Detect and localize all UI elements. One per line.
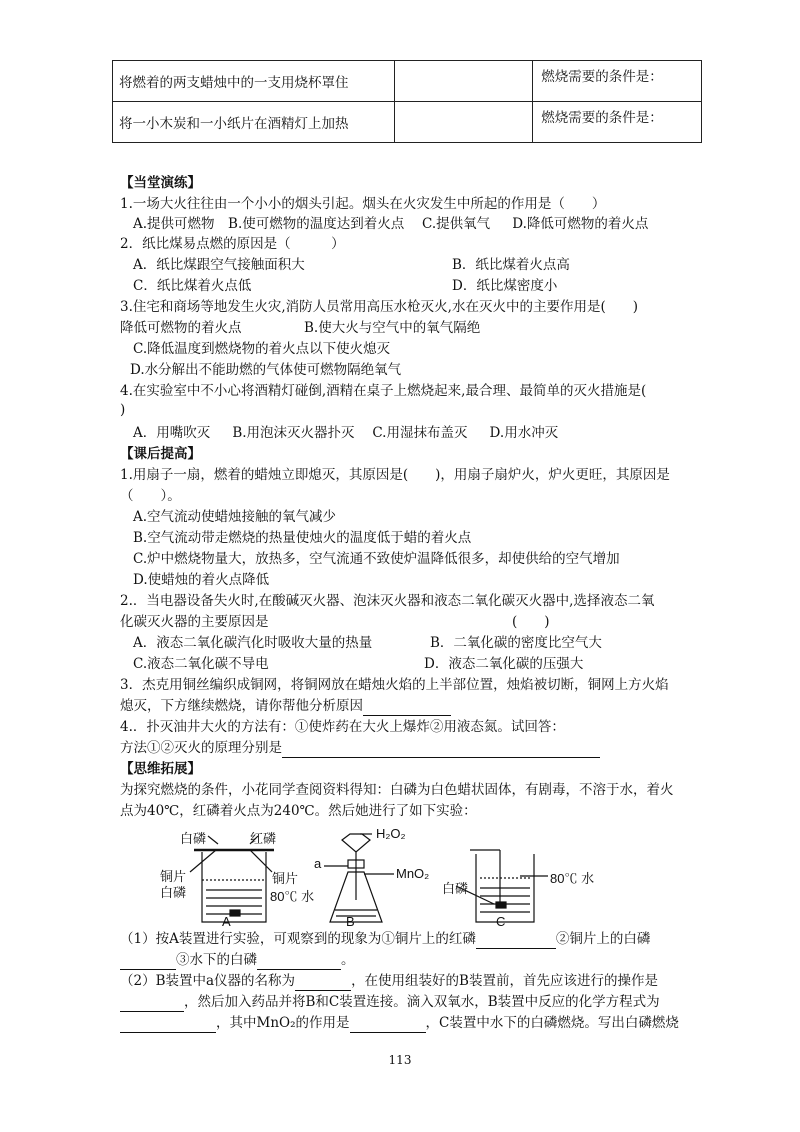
table-row	[113, 102, 702, 143]
answer-blank[interactable]	[350, 1018, 426, 1033]
answer-blank[interactable]	[282, 743, 600, 758]
label-water-80c: 80℃ 水	[270, 889, 315, 904]
question-options: A．用嘴吹灭 B.用泡沫灭火器扑灭 C.用湿抹布盖灭 D.用水冲灭	[133, 425, 559, 441]
label-mno2: MnO₂	[396, 866, 430, 881]
label-instrument-a: a	[314, 856, 322, 871]
condition-cell: 燃烧需要的条件是：	[533, 102, 702, 143]
question-text-part: ②铜片上的白磷	[555, 931, 651, 947]
label-water-80c: 80℃ 水	[550, 871, 595, 886]
page-number: 113	[388, 1053, 412, 1067]
question-text	[120, 1013, 679, 1033]
answer-blank[interactable]	[120, 955, 176, 970]
option-d: D．液态二氧化碳的压强大	[424, 656, 584, 672]
option-c: C．纸比煤着火点低	[133, 278, 252, 294]
label-copper-sheet: 铜片	[272, 871, 299, 886]
question-text-cont: 化碳灭火器的主要原因是	[120, 614, 269, 630]
experiment-cell: 将燃着的两支蜡烛中的一支用烧杯罩住	[113, 61, 395, 102]
option-b: B.空气流动带走燃烧的热量使烛火的温度低于蜡的着火点	[133, 530, 472, 546]
option-a: A．液态二氧化碳汽化时吸收大量的热量	[133, 635, 373, 651]
question-text-cont	[120, 738, 600, 758]
answer-paren: ( )	[512, 614, 550, 630]
intro-text: 为探究燃烧的条件，小花同学查阅资料得知：白磷为白色蜡状固体，有剧毒，不溶于水，着火	[120, 782, 674, 798]
figure-label-c: C	[496, 914, 506, 929]
option-b: B．纸比煤着火点高	[452, 257, 570, 273]
option-d: D.水分解出不能助燃的气体使可燃物隔绝氧气	[130, 362, 402, 378]
option-a: 降低可燃物的着火点	[120, 320, 242, 336]
option-b: B．二氧化碳的密度比空气大	[430, 635, 602, 651]
option-c: C.降低温度到燃烧物的着火点以下使火熄灭	[133, 341, 391, 357]
question-text-part: ，其中MnO₂的作用是	[216, 1015, 350, 1031]
option-c: C.炉中燃烧物量大，放热多，空气流通不致使炉温降低很多，却使供给的空气增加	[133, 551, 620, 567]
question-text: 3．杰克用铜丝编织成铜网，将铜网放在蜡烛火焰的上半部位置，烛焰被切断，铜网上方火焰	[120, 677, 669, 693]
question-text-part: ，在使用组装好的B装置前，首先应该进行的操作是	[351, 973, 658, 989]
experiment-table	[112, 60, 702, 143]
apparatus-figure	[150, 826, 630, 930]
question-text-part: ③水下的白磷	[176, 952, 257, 968]
answer-blank[interactable]	[120, 997, 184, 1012]
section-heading-after: 【课后提高】	[120, 446, 201, 462]
answer-blank[interactable]	[476, 934, 556, 949]
question-text-part: （1）按A装置进行实验，可观察到的现象为①铜片上的红磷	[120, 931, 476, 947]
answer-blank[interactable]	[257, 955, 341, 970]
option-a: A.空气流动使蜡烛接触的氧气减少	[133, 509, 337, 525]
question-text: 4.．扑灭油井大火的方法有：①使炸药在大火上爆炸②用液态氮。试回答：	[120, 719, 565, 735]
answer-blank[interactable]	[363, 701, 451, 716]
question-text-part: （2）B装置中a仪器的名称为	[120, 973, 296, 989]
question-text-cont	[120, 696, 451, 716]
option-d: D．纸比煤密度小	[452, 278, 558, 294]
figure-label-a: A	[222, 914, 231, 929]
label-copper-sheet: 铜片	[160, 869, 187, 884]
question-options: A.提供可燃物 B.使可燃物的温度达到着火点 C.提供氧气 D.降低可燃物的着火点	[133, 216, 649, 232]
answer-blank[interactable]	[120, 1018, 216, 1033]
label-h2o2: H₂O₂	[376, 826, 406, 841]
question-text-part: ，C装置中水下的白磷燃烧。写出白磷燃烧	[425, 1015, 679, 1031]
label-white-phosphorus: 白磷	[160, 885, 187, 900]
label-red-phosphorus: 红磷	[250, 831, 277, 846]
condition-cell: 燃烧需要的条件是：	[533, 61, 702, 102]
question-text: 2.．当电器设备失火时,在酸碱灭火器、泡沫灭火器和液态二氧化碳灭火器中,选择液态二氧	[120, 593, 655, 609]
experiment-cell: 将一小木炭和一小纸片在酒精灯上加热	[113, 102, 395, 143]
question-text: 1.一场大火往往由一个小小的烟头引起。烟头在火灾发生中所起的作用是（ ）	[120, 196, 606, 212]
intro-text: 点为40℃，红磷着火点为240℃。然后她进行了如下实验：	[120, 803, 477, 819]
question-text	[120, 971, 658, 991]
label-white-phosphorus: 白磷	[180, 831, 207, 846]
answer-blank[interactable]	[295, 976, 351, 991]
question-text-cont: （ ）。	[120, 488, 181, 504]
question-text: 3.住宅和商场等地发生火灾,消防人员常用高压水枪灭火,水在灭火中的主要作用是( )	[120, 299, 638, 315]
option-b: B.使大火与空气中的氧气隔绝	[304, 320, 481, 336]
question-text: 2．纸比煤易点燃的原因是（ ）	[120, 236, 345, 252]
question-text-cont: )	[120, 402, 126, 418]
question-text: 4.在实验室中不小心将酒精灯碰倒,酒精在桌子上燃烧起来,最合理、最简单的灭火措施是(	[120, 383, 647, 399]
figure-label-b: B	[346, 914, 355, 929]
question-text	[120, 992, 660, 1012]
question-text-part: ，然后加入药品并将B和C装置连接。滴入双氧水，B装置中反应的化学方程式为	[184, 994, 660, 1010]
section-heading-practice: 【当堂演练】	[120, 175, 201, 191]
phenomenon-cell	[395, 61, 533, 102]
option-c: C.液态二氧化碳不导电	[133, 656, 269, 672]
question-text	[120, 929, 650, 949]
label-white-phosphorus: 白磷	[442, 881, 469, 896]
question-text: 1.用扇子一扇，燃着的蜡烛立即熄灭，其原因是( )，用扇子扇炉火，炉火更旺，其原因是	[120, 467, 670, 483]
question-text	[120, 950, 355, 970]
question-text-part: 。	[341, 952, 355, 968]
option-d: D.使蜡烛的着火点降低	[133, 572, 270, 588]
section-heading-extend: 【思维拓展】	[120, 761, 201, 777]
phenomenon-cell	[395, 102, 533, 143]
option-a: A．纸比煤跟空气接触面积大	[133, 257, 305, 273]
question-text-part: 方法①②灭火的原理分别是	[120, 740, 282, 756]
question-text-part: 熄灭，下方继续燃烧，请你帮他分析原因	[120, 698, 363, 714]
table-row	[113, 61, 702, 102]
